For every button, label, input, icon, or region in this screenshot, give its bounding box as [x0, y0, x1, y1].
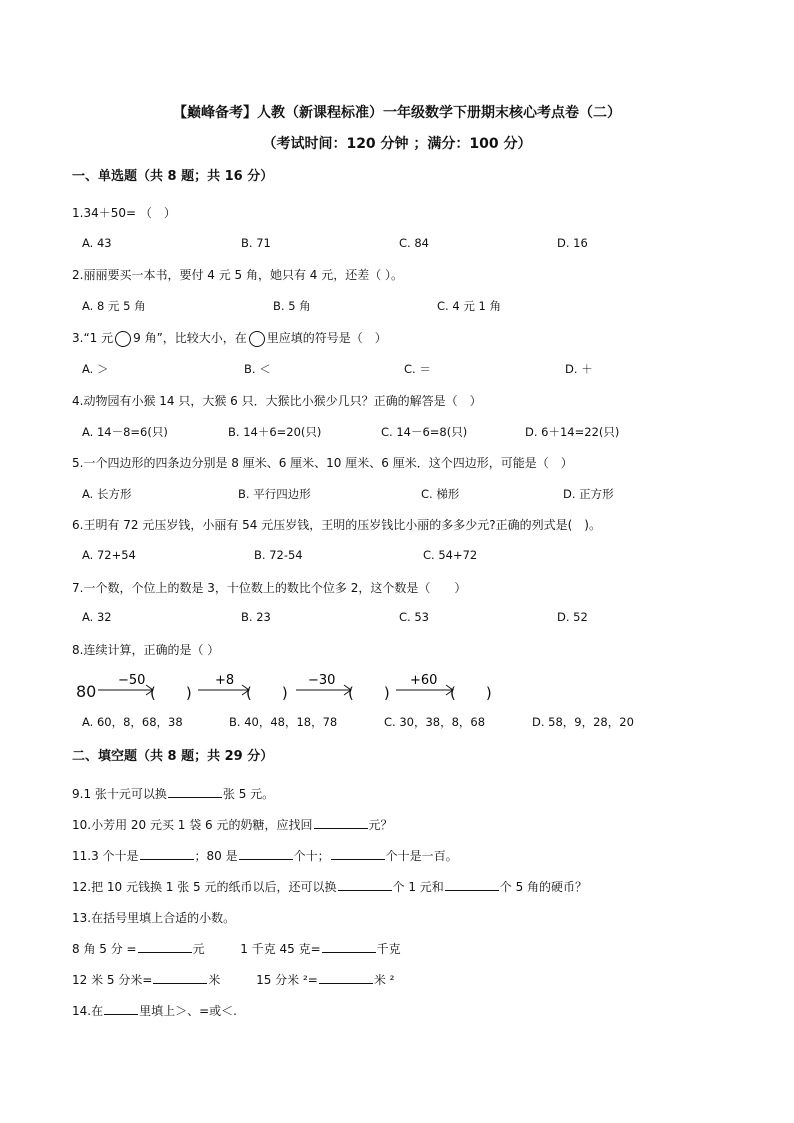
chain-blank-2: ( ): [246, 684, 288, 702]
q6-option-a[interactable]: A. 72+54: [82, 548, 136, 562]
q13-r2-c: 15 分米 ²=: [256, 973, 318, 987]
q12-text-c: 个 5 角的硬币？: [499, 880, 588, 894]
question-4: 4.动物园有小猴 14 只，大猴 6 只．大猴比小猴少几只？正确的解答是（ ）: [72, 394, 482, 408]
q3-option-d[interactable]: D. ＋: [565, 362, 593, 376]
answer-blank[interactable]: [168, 785, 222, 798]
q5-option-b[interactable]: B. 平行四边形: [238, 487, 311, 501]
chain-step-3: −30: [308, 673, 336, 688]
q11-text-b: ；80 是: [194, 849, 238, 863]
q13-r1-a: 8 角 5 分 =: [72, 942, 137, 956]
q7-option-c[interactable]: C. 53: [399, 610, 429, 624]
q7-option-a[interactable]: A. 32: [82, 610, 112, 624]
answer-blank[interactable]: [322, 940, 376, 953]
chain-arrow-2: [198, 673, 249, 695]
q2-option-a[interactable]: A. 8 元 5 角: [82, 299, 146, 313]
q14-text-pre: 14.在: [72, 1004, 104, 1018]
question-13: 13.在括号里填上合适的小数。: [72, 911, 236, 925]
q13-r1-c: 1 千克 45 克=: [240, 942, 321, 956]
answer-blank[interactable]: [104, 1002, 138, 1015]
q1-option-c[interactable]: C. 84: [399, 236, 429, 250]
question-3: [72, 329, 387, 347]
circle-blank-icon: [249, 331, 265, 347]
q6-option-b[interactable]: B. 72-54: [254, 548, 303, 562]
answer-blank[interactable]: [319, 971, 373, 984]
q4-option-b[interactable]: B. 14＋6=20(只): [228, 425, 322, 439]
q1-option-b[interactable]: B. 71: [241, 236, 271, 250]
question-12: [72, 878, 587, 895]
q13-r2-d: 米 ²: [373, 973, 395, 987]
answer-blank[interactable]: [314, 816, 368, 829]
q9-text-pre: 9.1 张十元可以换: [72, 787, 167, 801]
chain-arrow-4: [396, 673, 453, 695]
chain-start-number: 80: [76, 682, 97, 701]
answer-blank[interactable]: [138, 940, 192, 953]
chain-arrows: [76, 672, 516, 704]
q1-option-a[interactable]: A. 43: [82, 236, 112, 250]
q5-option-d[interactable]: D. 正方形: [563, 487, 614, 501]
chain-step-4: +60: [410, 673, 438, 688]
question-2: 2.丽丽要买一本书，要付 4 元 5 角，她只有 4 元，还差（ ）。: [72, 268, 404, 282]
q8-option-c[interactable]: C. 30，38，8，68: [384, 715, 486, 729]
chain-blank-1: ( ): [150, 684, 192, 702]
q7-option-b[interactable]: B. 23: [241, 610, 271, 624]
q8-option-b[interactable]: B. 40，48，18，78: [229, 715, 338, 729]
question-10: [72, 816, 393, 833]
question-14: [72, 1002, 237, 1019]
section-title-fill-blank: 二、填空题（共 8 题；共 29 分）: [72, 749, 274, 764]
answer-blank[interactable]: [153, 971, 207, 984]
answer-blank[interactable]: [239, 847, 293, 860]
page-title: 【巅峰备考】人教（新课程标准）一年级数学下册期末核心考点卷（二）: [173, 105, 621, 121]
q3-option-c[interactable]: C. ＝: [404, 362, 431, 376]
answer-blank[interactable]: [140, 847, 194, 860]
q11-text-d: 个十是一百。: [385, 849, 458, 863]
answer-blank[interactable]: [338, 878, 392, 891]
q5-option-c[interactable]: C. 梯形: [421, 487, 460, 501]
chain-step-1: −50: [118, 673, 146, 688]
q4-option-a[interactable]: A. 14－8=6(只): [82, 425, 168, 439]
q13-r1-d: 千克: [376, 942, 401, 956]
q3-text-mid: 9 角”，比较大小，在: [133, 331, 247, 345]
question-7: 7.一个数，个位上的数是 3，十位数上的数比个位多 2，这个数是（ ）: [72, 581, 467, 595]
q13-r1-b: 元: [192, 942, 205, 956]
q3-text-pre: 3.“1 元: [72, 331, 114, 345]
question-5: 5.一个四边形的四条边分别是 8 厘米、6 厘米、10 厘米、6 厘米．这个四边形，可能是（ ）: [72, 456, 573, 470]
chain-blank-4: ( ): [450, 684, 492, 702]
q13-row-1: [72, 940, 401, 957]
question-1: 1.34＋50= （ ）: [72, 206, 176, 220]
q5-option-a[interactable]: A. 长方形: [82, 487, 132, 501]
q10-text-post: 元？: [368, 818, 393, 832]
chain-blank-3: ( ): [348, 684, 390, 702]
q11-text-c: 个十；: [293, 849, 330, 863]
q11-text-a: 11.3 个十是: [72, 849, 139, 863]
chain-step-2: +8: [215, 673, 235, 688]
answer-blank[interactable]: [331, 847, 385, 860]
circle-blank-icon: [115, 331, 131, 347]
q7-option-d[interactable]: D. 52: [557, 610, 588, 624]
section-title-single-choice: 一、单选题（共 8 题；共 16 分）: [72, 169, 274, 184]
q3-option-a[interactable]: A. ＞: [82, 362, 109, 376]
q13-row-2: [72, 971, 394, 988]
q4-option-c[interactable]: C. 14－6=8(只): [381, 425, 468, 439]
q3-option-b[interactable]: B. ＜: [244, 362, 271, 376]
q2-option-b[interactable]: B. 5 角: [273, 299, 311, 313]
page-subtitle: （考试时间：120 分钟 ；满分：100 分）: [262, 136, 532, 152]
question-9: [72, 785, 274, 802]
answer-blank[interactable]: [445, 878, 499, 891]
q12-text-b: 个 1 元和: [392, 880, 444, 894]
q9-text-post: 张 5 元。: [222, 787, 275, 801]
q13-r2-a: 12 米 5 分米=: [72, 973, 153, 987]
q6-option-c[interactable]: C. 54+72: [423, 548, 478, 562]
q1-option-d[interactable]: D. 16: [557, 236, 588, 250]
chain-arrow-1: [98, 673, 153, 695]
q12-text-a: 12.把 10 元钱换 1 张 5 元的纸币以后，还可以换: [72, 880, 337, 894]
q2-option-c[interactable]: C. 4 元 1 角: [437, 299, 501, 313]
q10-text-pre: 10.小芳用 20 元买 1 袋 6 元的奶糖，应找回: [72, 818, 313, 832]
question-8: 8.连续计算，正确的是（ ）: [72, 643, 220, 657]
q8-option-d[interactable]: D. 58，9，28，20: [532, 715, 634, 729]
q13-r2-b: 米: [208, 973, 221, 987]
question-11: [72, 847, 458, 864]
q14-text-post: 里填上＞、=或＜.: [139, 1004, 237, 1018]
chain-arrow-3: [296, 673, 351, 695]
question-6: 6.王明有 72 元压岁钱，小丽有 54 元压岁钱，王明的压岁钱比小丽的多多少元?正确的列式是( )。: [72, 518, 601, 532]
q8-option-a[interactable]: A. 60，8，68，38: [82, 715, 183, 729]
q4-option-d[interactable]: D. 6＋14=22(只): [525, 425, 620, 439]
q3-text-post: 里应填的符号是（ ）: [266, 331, 387, 345]
